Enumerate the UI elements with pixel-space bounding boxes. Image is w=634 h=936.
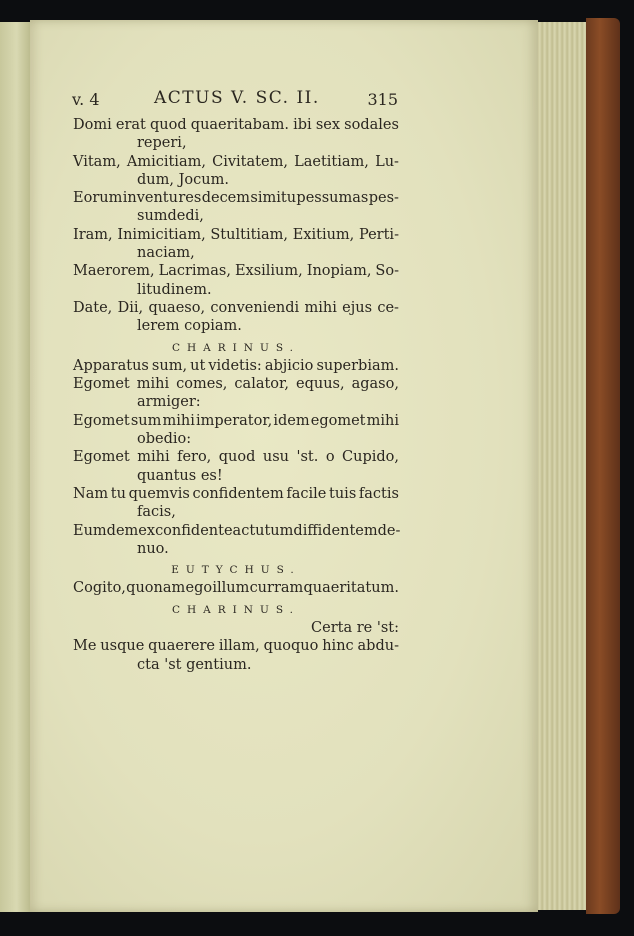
word: Apparatus xyxy=(73,357,149,374)
speaker-name: CHARINUS. xyxy=(171,603,301,616)
text-line-continuation xyxy=(73,503,399,521)
word: erat xyxy=(115,117,146,133)
word: ejus xyxy=(342,299,373,316)
left-page-edge xyxy=(0,22,31,912)
word: quod xyxy=(150,117,187,133)
word: Laetitiam, xyxy=(294,153,369,170)
word: Me xyxy=(73,638,97,655)
word: Inimicitiam, xyxy=(117,226,206,243)
text-line xyxy=(73,619,399,637)
word: ut xyxy=(190,357,206,374)
text-line xyxy=(73,357,399,375)
word: actutum xyxy=(232,522,294,539)
word: mihi xyxy=(136,376,170,393)
text-line xyxy=(73,116,399,134)
word: agaso, xyxy=(351,376,399,393)
text-line-continuation xyxy=(73,430,399,448)
word: quod xyxy=(218,449,256,466)
word: Egomet xyxy=(73,412,130,429)
text-line xyxy=(73,189,399,207)
word: sum xyxy=(130,412,162,429)
text-line-continuation xyxy=(73,540,399,558)
line-text: litudinem. xyxy=(137,281,212,298)
word: Lu- xyxy=(375,153,399,170)
text-line xyxy=(73,299,399,317)
text-line xyxy=(73,262,399,280)
word: Iram, xyxy=(73,226,113,243)
word: de- xyxy=(377,522,401,539)
speaker-name: EUTYCHUS. xyxy=(171,564,301,577)
word: Cogito, xyxy=(73,580,126,597)
line-text: obedio: xyxy=(137,431,192,448)
book-cover-edge xyxy=(586,18,620,914)
line-text: naciam, xyxy=(137,245,195,262)
text-line-continuation xyxy=(73,207,399,225)
line-text: quantus es! xyxy=(137,467,223,484)
line-text: armiger: xyxy=(137,394,201,411)
word: Lacrimas, xyxy=(158,263,231,280)
text-line xyxy=(73,412,399,430)
text-line-continuation xyxy=(73,171,399,189)
text-line-continuation xyxy=(73,656,399,674)
signature-mark: v. 4 xyxy=(72,90,100,109)
word: factis xyxy=(358,485,399,502)
line-text: Certa re 'st: xyxy=(311,620,399,637)
word: egomet xyxy=(310,412,366,429)
text-line xyxy=(73,226,399,244)
word: Exsilium, xyxy=(234,263,303,280)
word: conveniendi xyxy=(210,299,300,316)
word: Eorum xyxy=(73,190,123,207)
word: fero, xyxy=(177,449,212,466)
text-line xyxy=(73,375,399,393)
word: Egomet xyxy=(73,449,130,466)
text-line xyxy=(73,637,399,655)
line-text: sumdedi, xyxy=(137,208,204,225)
word: idem xyxy=(273,412,310,429)
word: equus, xyxy=(296,376,345,393)
line-text: cta 'st gentium. xyxy=(137,656,252,673)
word: illum xyxy=(212,580,250,597)
word: tuis xyxy=(329,485,357,502)
word: quaeritabam. xyxy=(190,117,289,133)
word: Inopiam, xyxy=(306,263,372,280)
word: videtis: xyxy=(208,357,262,374)
word: Eumdem xyxy=(73,522,139,539)
word: Vitam, xyxy=(73,153,121,170)
word: Amicitiam, xyxy=(126,153,206,170)
text-line-continuation xyxy=(73,393,399,411)
word: ego xyxy=(185,580,213,597)
word: tu xyxy=(110,485,126,502)
word: imperator, xyxy=(195,412,273,429)
word: sex xyxy=(315,117,341,133)
word: pessumas xyxy=(296,190,369,207)
word: facile xyxy=(286,485,327,502)
word: quemvis xyxy=(128,485,190,502)
running-title: ACTUS V. SC. II. xyxy=(154,88,320,108)
running-head xyxy=(72,88,398,112)
word: mihi xyxy=(366,412,399,429)
line-text: facis, xyxy=(137,504,176,521)
word: decem xyxy=(201,190,251,207)
word: ex xyxy=(138,522,156,539)
text-line-continuation xyxy=(73,244,399,262)
line-text: lerem copiam. xyxy=(137,318,242,335)
word: So- xyxy=(375,263,399,280)
text-line xyxy=(73,579,399,597)
text-line-continuation xyxy=(73,467,399,485)
word: abjicio xyxy=(264,357,314,374)
word: Date, xyxy=(73,299,113,316)
text-line xyxy=(73,522,399,540)
text-line xyxy=(73,153,399,171)
word: hinc xyxy=(322,638,354,655)
word: illam, xyxy=(218,638,260,655)
word: quaeso, xyxy=(148,299,206,316)
line-text: dum, Jocum. xyxy=(137,171,229,188)
word: usu xyxy=(262,449,289,466)
word: quaeritatum. xyxy=(303,580,399,597)
line-text: nuo. xyxy=(137,540,169,557)
word: calator, xyxy=(234,376,289,393)
word: Civitatem, xyxy=(212,153,288,170)
word: Domi xyxy=(73,117,112,133)
text-line-continuation xyxy=(73,281,399,299)
word: superbiam. xyxy=(316,357,399,374)
word: sum, xyxy=(151,357,188,374)
word: o xyxy=(325,449,335,466)
page-number: 315 xyxy=(367,90,398,109)
word: mihi xyxy=(162,412,195,429)
word: 'st. xyxy=(296,449,319,466)
word: mihi xyxy=(137,449,170,466)
word: quonam xyxy=(126,580,186,597)
word: Exitium, xyxy=(292,226,355,243)
word: Nam xyxy=(73,485,109,502)
word: mihi xyxy=(304,299,337,316)
word: Perti- xyxy=(358,226,399,243)
word: simitu xyxy=(250,190,297,207)
word: Maerorem, xyxy=(73,263,155,280)
line-text: reperi, xyxy=(137,135,187,152)
word: sodales xyxy=(344,117,399,133)
word: Dii, xyxy=(117,299,144,316)
word: diffidentem xyxy=(293,522,378,539)
word: confidentem xyxy=(192,485,284,502)
word: Cupido, xyxy=(342,449,399,466)
word: curram xyxy=(249,580,304,597)
word: res xyxy=(178,190,202,207)
text-block xyxy=(73,116,399,674)
text-line-continuation xyxy=(73,317,399,335)
word: quaerere xyxy=(148,638,216,655)
speaker-name: CHARINUS. xyxy=(171,341,301,354)
word: Egomet xyxy=(73,376,130,393)
text-line xyxy=(73,485,399,503)
word: pes- xyxy=(368,190,399,207)
text-line xyxy=(73,448,399,466)
word: inventu xyxy=(122,190,178,207)
word: ce- xyxy=(377,299,399,316)
word: ibi xyxy=(293,117,312,133)
text-line-continuation xyxy=(73,134,399,152)
word: confidente xyxy=(155,522,233,539)
word: comes, xyxy=(176,376,228,393)
word: abdu- xyxy=(357,638,399,655)
word: Stultitiam, xyxy=(210,226,289,243)
word: quoquo xyxy=(263,638,319,655)
word: usque xyxy=(100,638,145,655)
